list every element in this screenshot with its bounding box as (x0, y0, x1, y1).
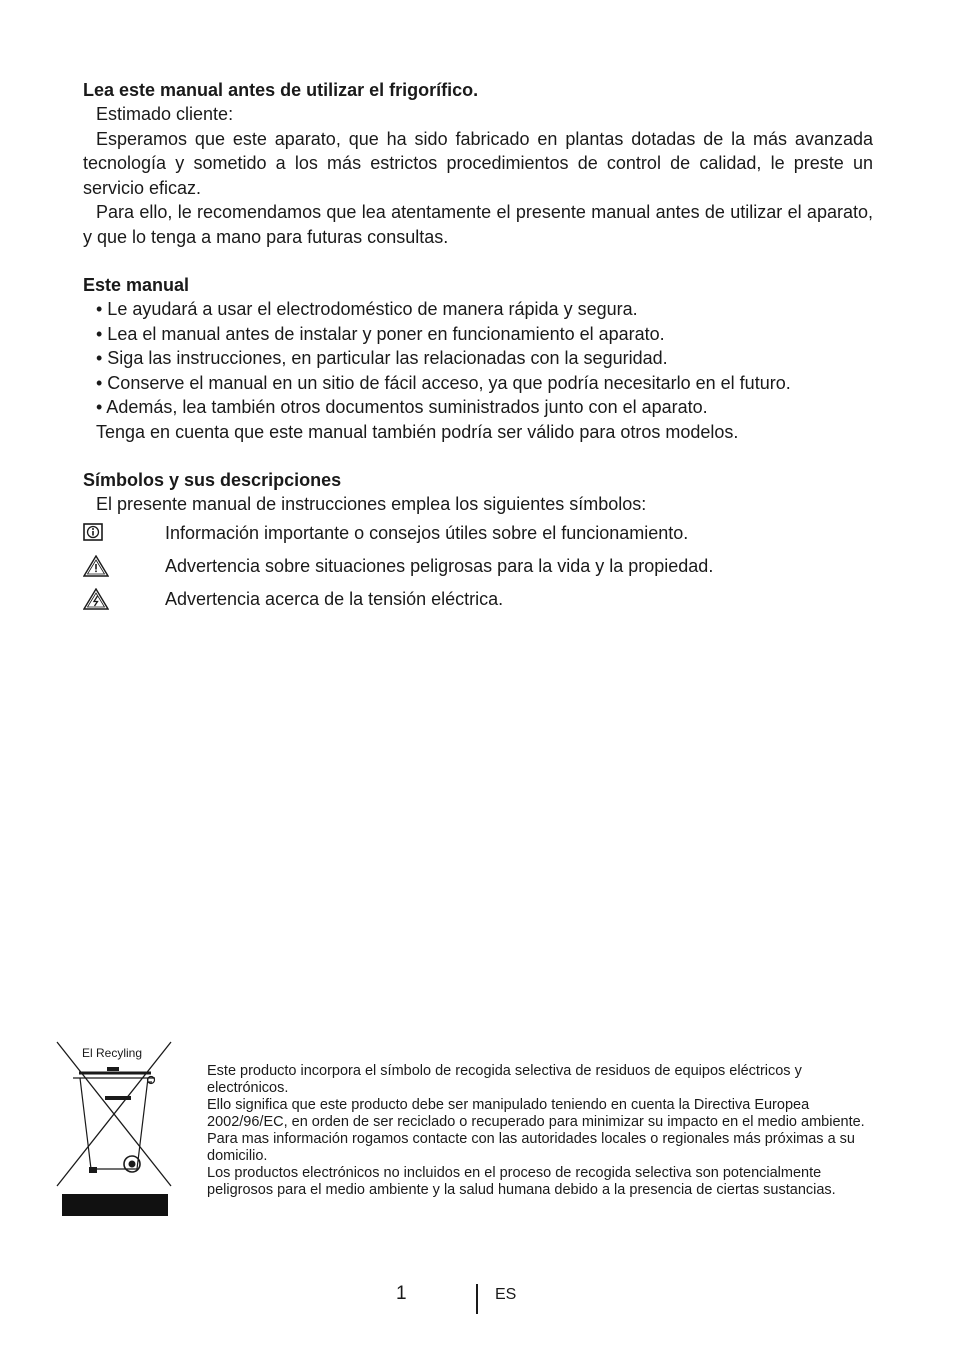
recycling-paragraph-1: Este producto incorpora el símbolo de recogida selectiva de residuos de equipos eléctricos y electrónicos. (207, 1063, 802, 1096)
recycling-paragraph-2: Ello significa que este producto debe ser manipulado teniendo en cuenta la Directiva Europea 2002/96/EC, en orden de ser reciclado o recuperado para minimizar su impacto en el medio ambiente. Para mas información rogamos contacte con las autoridades locales o regionales más próximas a su domicilio. (207, 1097, 865, 1164)
manual-bullet-list (83, 297, 873, 420)
list-item: • Conserve el manual en un sitio de fácil acceso, ya que podría necesitarlo en el futuro. (96, 372, 791, 393)
list-item: • Lea el manual antes de instalar y poner en funcionamiento el aparato. (96, 323, 665, 344)
symbols-title: Símbolos y sus descripciones (83, 470, 342, 490)
intro-title: Lea este manual antes de utilizar el frigorífico. (83, 80, 479, 100)
list-item: • Además, lea también otros documentos suministrados junto con el aparato. (96, 397, 708, 417)
electric-warning-icon (83, 588, 165, 610)
manual-note: Tenga en cuenta que este manual también podría ser válido para otros modelos. (96, 421, 739, 442)
symbol-text-electric: Advertencia acerca de la tensión eléctrica. (165, 588, 504, 609)
list-item: • Siga las instrucciones, en particular las relacionadas con la seguridad. (96, 348, 668, 368)
manual-title: Este manual (83, 275, 190, 295)
page-number: 1 (396, 1283, 407, 1304)
recycling-label: El Recyling (82, 1046, 143, 1060)
warning-icon (83, 555, 165, 577)
symbol-row-electric (83, 583, 873, 616)
intro-greeting: Estimado cliente: (96, 104, 234, 124)
info-icon (83, 522, 165, 544)
symbols-intro: El presente manual de instrucciones emplea los siguientes símbolos: (96, 494, 647, 514)
crossed-bin-icon (55, 1040, 173, 1220)
symbol-text-warning: Advertencia sobre situaciones peligrosas para la vida y la propiedad. (165, 555, 714, 576)
symbol-row-warning (83, 550, 873, 583)
footer-divider (476, 1284, 478, 1314)
page-content (83, 78, 873, 616)
list-item: • Le ayudará a usar el electrodoméstico de manera rápida y segura. (96, 299, 638, 319)
recycling-paragraph-3: Los productos electrónicos no incluidos en el proceso de recogida selectiva son potencialmente peligrosos para el medio ambiente y la salud humana debido a la presencia de ciertas sustancias. (207, 1165, 836, 1198)
symbol-text-info: Información importante o consejos útiles sobre el funcionamiento. (165, 522, 689, 543)
language-code: ES (495, 1286, 517, 1303)
recycling-description (207, 1063, 875, 1199)
intro-paragraph-2: Para ello, le recomendamos que lea atentamente el presente manual antes de utilizar el aparato, y que lo tenga a mano para futuras consultas. (83, 202, 873, 247)
intro-paragraph-1: Esperamos que este aparato, que ha sido fabricado en plantas dotadas de la más avanzada tecnología y sometido a los más estrictos procedimientos de control de calidad, le preste un servicio eficaz. (83, 128, 873, 198)
symbol-row-info (83, 517, 873, 550)
